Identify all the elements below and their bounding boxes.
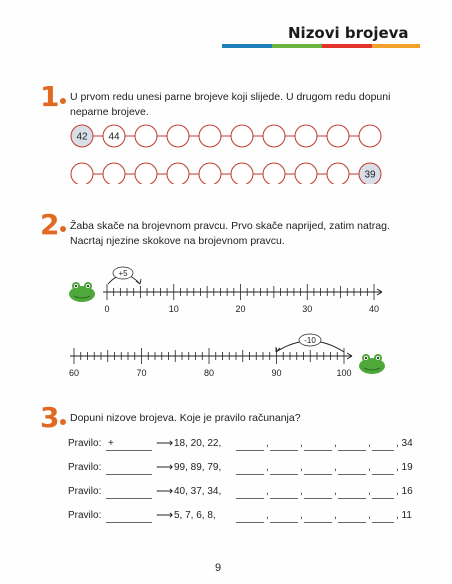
tick-label: 30 bbox=[302, 304, 313, 314]
sequence-given: 18, 20, 22, bbox=[174, 438, 222, 449]
number-circle[interactable] bbox=[231, 125, 253, 147]
sequence-blank[interactable] bbox=[236, 510, 264, 523]
tick-label: 0 bbox=[104, 304, 110, 314]
number-line-1 bbox=[103, 284, 382, 314]
sequence-given: 99, 89, 79, bbox=[174, 462, 222, 473]
circle-value: 44 bbox=[108, 131, 120, 143]
number-circle[interactable] bbox=[71, 163, 93, 184]
sequence-blank[interactable] bbox=[338, 438, 366, 451]
task2-dot bbox=[60, 226, 66, 232]
number-circle[interactable] bbox=[199, 163, 221, 184]
sequence-blank[interactable] bbox=[236, 462, 264, 475]
rule-row: Pravilo: + ⟶ 18, 20, 22, , , , , , 34 bbox=[68, 436, 413, 450]
sequence-blank[interactable] bbox=[236, 486, 264, 499]
sequence-blank[interactable] bbox=[372, 510, 394, 523]
sequence-blank[interactable] bbox=[236, 438, 264, 451]
tick-label: 10 bbox=[168, 304, 179, 314]
arrow-icon: ⟶ bbox=[156, 460, 174, 474]
arrow-icon: ⟶ bbox=[156, 508, 174, 522]
rule-row: Pravilo: ⟶ 40, 37, 34, , , , , , 16 bbox=[68, 484, 413, 498]
circle-row-even bbox=[71, 125, 381, 147]
circle-row-odd bbox=[71, 163, 381, 184]
sequence-blank[interactable] bbox=[270, 462, 298, 475]
jump-label-plus5: +5 bbox=[118, 269, 128, 278]
number-circle[interactable] bbox=[167, 125, 189, 147]
task2-text-line2: Nacrtaj njezine skokove na brojevnom pravcu. bbox=[70, 235, 285, 247]
task1-number: 1 bbox=[40, 80, 60, 113]
task2-instructions bbox=[70, 219, 410, 249]
task1-text-line1: U prvom redu unesi parne brojeve koji slijede. U drugom redu dopuni bbox=[70, 91, 391, 103]
number-line-2 bbox=[69, 348, 352, 378]
sequence-blank[interactable] bbox=[304, 462, 332, 475]
tick-label: 40 bbox=[368, 304, 380, 314]
arrow-icon: ⟶ bbox=[156, 436, 174, 450]
sequence-blank[interactable] bbox=[304, 438, 332, 451]
number-circle[interactable] bbox=[135, 125, 157, 147]
sequence-blank[interactable] bbox=[338, 510, 366, 523]
page-number: 9 bbox=[215, 562, 222, 574]
number-circle[interactable] bbox=[327, 163, 349, 184]
tick-label: 80 bbox=[203, 368, 215, 378]
task2-text-line1: Žaba skače na brojevnom pravcu. Prvo skače naprijed, zatim natrag. bbox=[70, 220, 390, 232]
sequence-blank[interactable] bbox=[372, 462, 394, 475]
task3-instructions: Dopuni nizove brojeva. Koje je pravilo računanja? bbox=[70, 412, 301, 424]
number-circle[interactable] bbox=[231, 163, 253, 184]
number-circle[interactable] bbox=[199, 125, 221, 147]
task1-text-line2: neparne brojeve. bbox=[70, 106, 149, 118]
number-circle[interactable] bbox=[359, 125, 381, 147]
rule-input[interactable] bbox=[106, 486, 152, 499]
tick-label: 60 bbox=[68, 368, 80, 378]
sequence-given: 5, 7, 6, 8, bbox=[174, 510, 216, 521]
jump-label-minus10: -10 bbox=[304, 336, 316, 345]
sequence-given: 40, 37, 34, bbox=[174, 486, 222, 497]
number-circle[interactable] bbox=[167, 163, 189, 184]
rule-label: Pravilo: bbox=[68, 510, 102, 521]
task3-dot bbox=[60, 419, 66, 425]
number-circle[interactable] bbox=[327, 125, 349, 147]
task3-number: 3 bbox=[40, 401, 60, 434]
page-title: Nizovi brojeva bbox=[288, 24, 409, 42]
sequence-blank[interactable] bbox=[304, 510, 332, 523]
task1-instructions bbox=[70, 90, 400, 120]
sequence-blank[interactable] bbox=[372, 438, 394, 451]
sequence-blank[interactable] bbox=[338, 462, 366, 475]
rule-input[interactable] bbox=[106, 510, 152, 523]
tick-label: 90 bbox=[271, 368, 282, 378]
number-circle[interactable] bbox=[135, 163, 157, 184]
tick-label: 100 bbox=[336, 368, 352, 378]
number-circle[interactable] bbox=[263, 125, 285, 147]
header-stripes bbox=[222, 44, 420, 48]
circle-value: 39 bbox=[364, 169, 376, 181]
rule-input[interactable] bbox=[106, 462, 152, 475]
frog-right-icon bbox=[359, 354, 385, 374]
rule-label: Pravilo: bbox=[68, 438, 102, 449]
tick-label: 70 bbox=[136, 368, 147, 378]
number-circle[interactable] bbox=[295, 125, 317, 147]
arrow-icon: ⟶ bbox=[156, 484, 174, 498]
frog-left-icon bbox=[69, 282, 95, 302]
number-circle[interactable] bbox=[263, 163, 285, 184]
rule-input[interactable]: + bbox=[106, 438, 152, 451]
sequence-blank[interactable] bbox=[372, 486, 394, 499]
tick-label: 20 bbox=[235, 304, 246, 314]
rule-row: Pravilo: ⟶ 5, 7, 6, 8, , , , , , 11 bbox=[68, 508, 412, 522]
sequence-blank[interactable] bbox=[270, 438, 298, 451]
task2-number-lines bbox=[0, 262, 452, 392]
task1-dot bbox=[60, 98, 66, 104]
rule-label: Pravilo: bbox=[68, 462, 102, 473]
rule-row: Pravilo: ⟶ 99, 89, 79, , , , , , 19 bbox=[68, 460, 413, 474]
sequence-blank[interactable] bbox=[338, 486, 366, 499]
sequence-blank[interactable] bbox=[270, 486, 298, 499]
sequence-blank[interactable] bbox=[270, 510, 298, 523]
number-circle[interactable] bbox=[295, 163, 317, 184]
sequence-blank[interactable] bbox=[304, 486, 332, 499]
task2-number: 2 bbox=[40, 208, 60, 241]
circle-value: 42 bbox=[76, 131, 88, 143]
task1-circle-rows bbox=[60, 124, 390, 184]
rule-label: Pravilo: bbox=[68, 486, 102, 497]
number-circle[interactable] bbox=[103, 163, 125, 184]
